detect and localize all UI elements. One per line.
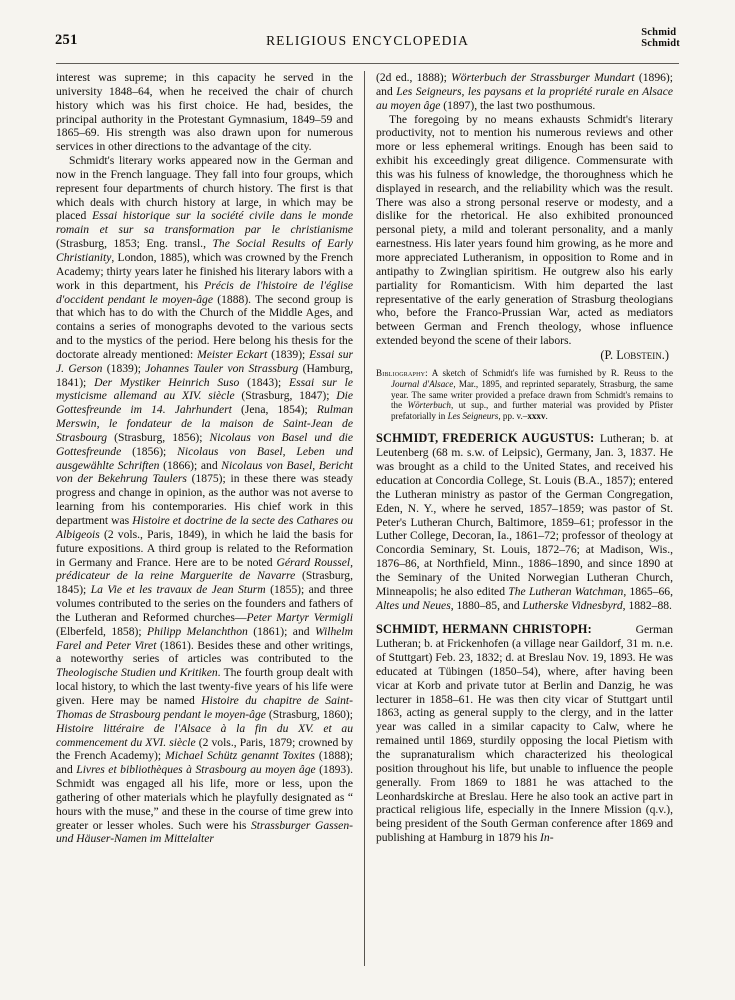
paragraph-works-continued (376, 71, 673, 113)
work-title: Die Gottesfreunde im 14. Jahrhundert (56, 389, 353, 417)
text-run: . The fourth group dealt with local history, to which the last twenty-five years of his life were given. Here may be named (56, 666, 353, 707)
entry-headword-surname: SCHMIDT, (376, 431, 439, 446)
running-title-right: ENCYCLOPEDIA (352, 33, 469, 48)
text-run: , 1865–66, (623, 584, 673, 598)
work-title: Gérard Roussel, prédicateur de la reine Marguerite de Navarre (56, 555, 353, 583)
text-run: (Hamburg, 1841); (56, 361, 353, 389)
work-title: Précis de l'histoire de l'église d'occident pendant le moyen-âge (56, 278, 353, 306)
work-title: Rulman Merswin, le fondateur de la maison de Saint-Jean de Strasbourg (56, 403, 353, 444)
text-run: (1856); (121, 444, 178, 458)
column-divider-rule (364, 71, 365, 966)
work-title: Der Mystiker Heinrich Suso (94, 375, 240, 389)
page-number: 251 (55, 32, 78, 48)
work-title: Nicolaus von Basel, Bericht von der Bekehrung Taulers (56, 458, 353, 486)
work-title: Wilhelm Farel and Peter Viret (56, 624, 353, 652)
work-title: Meister Eckart (197, 347, 268, 361)
entry-paragraph (376, 432, 673, 612)
text-run: , 1882–88. (622, 598, 672, 612)
work-title: The Lutheran Watchman (508, 584, 624, 598)
entry-paragraph (376, 623, 673, 845)
work-title: The Social Results of Early Christianity (56, 237, 354, 264)
text-run: (Jena, 1854); (231, 403, 317, 417)
entry-headword-given-2: CHRISTOPH: (512, 622, 592, 637)
text-run: (1839); (267, 347, 310, 361)
work-title: Peter Martyr Vermigli (246, 610, 353, 624)
work-title: Journal d'Alsace (391, 379, 454, 390)
work-title: Histoire et doctrine de la secte des Cathares ou Albigeois (56, 514, 354, 541)
author-name: (P. Lobstein.) (600, 347, 669, 362)
entry-frederick-augustus (376, 432, 673, 612)
work-title: La Vie et les travaux de Jean Sturm (90, 583, 266, 597)
entry-headword-given-1: HERMANN (442, 622, 509, 637)
work-title: Histoire du chapitre de Saint-Thomas de Strasbourg pendant le moyen-âge (56, 693, 354, 721)
running-entry-labels (641, 28, 680, 49)
work-title: Essai historique sur la société civile dans le monde romain et sur sa transformation par le christianisme (56, 209, 353, 237)
bibliography-label: Bibliography (376, 368, 426, 379)
work-title-continued: In- (540, 831, 554, 845)
text-run: (1866); and (159, 458, 222, 472)
text-run: (Strasburg, 1847); (234, 389, 337, 403)
text-run: (Elberfeld, 1858); (56, 624, 148, 638)
text-run: (1861); and (247, 624, 315, 638)
text-run: : A sketch of Schmidt's life was furnished by R. Reuss to the (425, 368, 673, 379)
work-title: Nicolaus von Basel, Leben und ausgewählte Schriften (56, 444, 353, 472)
text-run: (2 vols., Paris, 1849), in which he laid the basis for future expositions. A third group is related to the Reformation in Germany and France. Here are to be noted (56, 527, 353, 569)
paragraph-career: interest was supreme; in this capacity he served in the university 1848–64, when he received the chair of church history which was his first choice. He had, besides, the principal authority in the Protestant Gymnasium, 1849–59 and 1865–69. His strength was also drawn upon for numerous services in other directions to the advantage of the city. (56, 71, 353, 154)
work-title: Michael Schütz genannt Toxites (165, 749, 315, 763)
entry-hermann-christoph (376, 623, 673, 845)
text-run: . (545, 410, 548, 421)
work-title: Theologische Studien und Kritiken (56, 666, 218, 680)
work-title: Essai sur J. Gerson (56, 347, 353, 375)
page-range-bold: xxxv (527, 410, 546, 421)
text-run: (1855); and three volumes contributed to the series on the founders and fathers of the Lutheran and Reformed churches— (56, 583, 353, 624)
right-column (376, 71, 673, 845)
header-rule (56, 63, 679, 64)
work-title: Wörterbuch der Strassburger Mundart (451, 71, 635, 84)
text-run: , pp. v.– (498, 410, 528, 421)
running-title (55, 33, 680, 49)
text-run: , ut sup., and further material was provided by Pfister prefatorially in (391, 400, 674, 421)
text-run: (1843); (239, 375, 290, 389)
text-run: German Lutheran; b. at Frickenhofen (a village near Gaildorf, 31 m. n.e. of Stuttgart) Feb. 23, 1832; d. at Breslau Nov. 19, 1893. He was educated at Tübingen (1850–54), where, after having been vicar at Korb and private tutor at Berlin and Danzig, he was lecturer in 1858–61. He was then city vicar of Stuttgart until 1863, acting as general supply to the clergy, and in the latter year was called in a similar capacity to Calw, where he remained until 1869, sturdily opposing the local Pietism with the supranaturalism which characterized his theological position throughout his life, but unable to influence the people generally. From 1869 to 1881 he was attached to the Leonhardskirche at Breslau. Here he also took an active part in practical religious life, especially in the Innere Mission (q.v.), being president of the South German conference after 1869 and publishing at Hamburg in 1879 his (376, 623, 673, 845)
text-run: (Strasburg, 1845); (56, 569, 353, 597)
work-title: Essai sur le mysticisme allemand au XIV. siècle (56, 375, 353, 403)
running-entry-line-2: Schmidt (641, 37, 680, 49)
work-title: Altes und Neues (376, 598, 451, 612)
work-title: Les Seigneurs, les paysans et la propriété rurale en Alsace au moyen âge (376, 84, 673, 112)
running-title-left: RELIGIOUS (266, 33, 348, 48)
paragraph-literary-works (56, 154, 353, 846)
text-run: (1861). Besides these and other writings, a noteworthy series of articles was contributed to the (56, 638, 353, 666)
paragraph-appraisal: The foregoing by no means exhausts Schmidt's literary productivity, not to mention his numerous reviews and other more or less ephemeral writings. Enough has been said to exhibit his exceedingly great diligence. Commensurate with this was his fulness of knowledge, the thoroughness which he displayed in research, and the reliability which was the result. There was also a strong personal reserve or modesty, and a dislike for the rhetorical. He also exhibited pronounced personal piety, a mild and tolerant personality, and a manly earnestness. His later years found him growing, as he more and more appreciated Lutheranism, in opposition to Rome and in antipathy to Zwinglian spiritism. He outgrew also his early partiality for Romanticism. With him departed the last representative of the early generation of Strasburg theologians who, before the Franco-Prussian War, acted as mediators between German and French theology, whose influence extended beyond the scene of their labors. (376, 112, 673, 348)
text-run: (1888). The second group is that which has to do with the Church of the Middle Ages, and contains a series of monographs devoted to the various sects and to the mystics of the period. Here belong his thesis for the doctorate already mentioned: (56, 292, 353, 361)
entry-headword (376, 622, 592, 636)
column-container (56, 71, 679, 974)
work-title: Philipp Melanchthon (147, 624, 248, 638)
text-run: , London, 1885), which was crowned by the French Academy; thirty years later he finished his literary labors with a work in this department, his (56, 250, 353, 292)
entry-headword-given-2: AUGUSTUS: (521, 431, 595, 446)
work-title: Johannes Tauler von Strassburg (145, 361, 299, 375)
text-run: (1897), the last two posthumous. (440, 98, 596, 112)
author-byline (376, 348, 673, 364)
work-title: Livres et bibliothèques à Strasbourg au moyen âge (76, 763, 316, 777)
running-head (55, 27, 680, 56)
text-run: (Strasburg, 1860); (265, 707, 354, 721)
text-run: (1839); (102, 361, 146, 375)
work-title: Lutherske Vidnesbyrd (522, 598, 623, 612)
text-run: (1893). Schmidt was engaged all his life, more or less, upon the gathering of other materials which he playfully designated as “ hours with the muse,” and these in the course of time grew into greater or lesser wholes. Such were his (56, 763, 353, 832)
bibliography (376, 368, 673, 421)
work-title: Wörterbuch (407, 400, 451, 411)
text-run: (2 vols., Paris, 1879; crowned by the French Academy); (56, 735, 353, 763)
left-column (56, 71, 353, 846)
text-run: Lutheran; b. at Leutenberg (68 m. s.w. of Leipsic), Germany, Jan. 3, 1837. He was brought as a child to the United States, and received his education at Concordia College, St. Louis (B.A., 1857); entered the Lutheran ministry as pastor of the German Congregation, Eden, N. Y., where he served, 1857–1859; was pastor of St. Peter's Lutheran Church, Baltimore, 1859–61; professor in the Luther College, Decoran, Ia., 1861–72; professor of theology at Concordia Seminary, St. Louis, 1872–76; at Madison, Wis., 1876–86, at Northfield, Minn., 1886–1890, and since 1890 at the Seminary of the United Norwegian Lutheran Church, Minneapolis; he also edited (376, 432, 673, 598)
text-run: , 1880–85, and (450, 598, 523, 612)
work-title: Strassburger Gassen- und Häuser-Namen im Mittelalter (56, 818, 353, 846)
entry-headword-surname: SCHMIDT, (376, 622, 439, 637)
work-title: Histoire littéraire de l'Alsace à la fin du XV. et au commencement du XVI. siècle (56, 721, 353, 749)
work-title: Nicolaus von Basel und die Gottesfreunde (56, 430, 353, 458)
entry-headword (376, 431, 594, 445)
work-title: Les Seigneurs (447, 410, 499, 421)
text-run: (1888); and (56, 749, 354, 777)
text-run: (Strasburg, 1856); (107, 430, 210, 444)
text-run: (Strasburg, 1853; Eng. transl., (56, 237, 213, 251)
text-run: (1875); in these there was steady progress and change in opinion, as the author was not averse to learning from his contemporaries. His chief work in this department was (56, 472, 353, 527)
text-run: Schmidt's literary works appeared now in the German and now in the French language. They fall into four groups, which represent four departments of church history. The first is that which deals with church history at large, in which may be placed (56, 154, 353, 223)
text-run: , Mar., 1895, and reprinted separately, Strasburg, the same year. The same writer provided a preface drawn from Schmidt's remains to the (391, 379, 674, 411)
text-run: (2d ed., 1888); (376, 71, 452, 84)
entry-headword-given-1: FREDERICK (442, 431, 518, 446)
running-entry-line-1: Schmid (641, 27, 677, 38)
text-run: (1896); and (376, 71, 673, 98)
